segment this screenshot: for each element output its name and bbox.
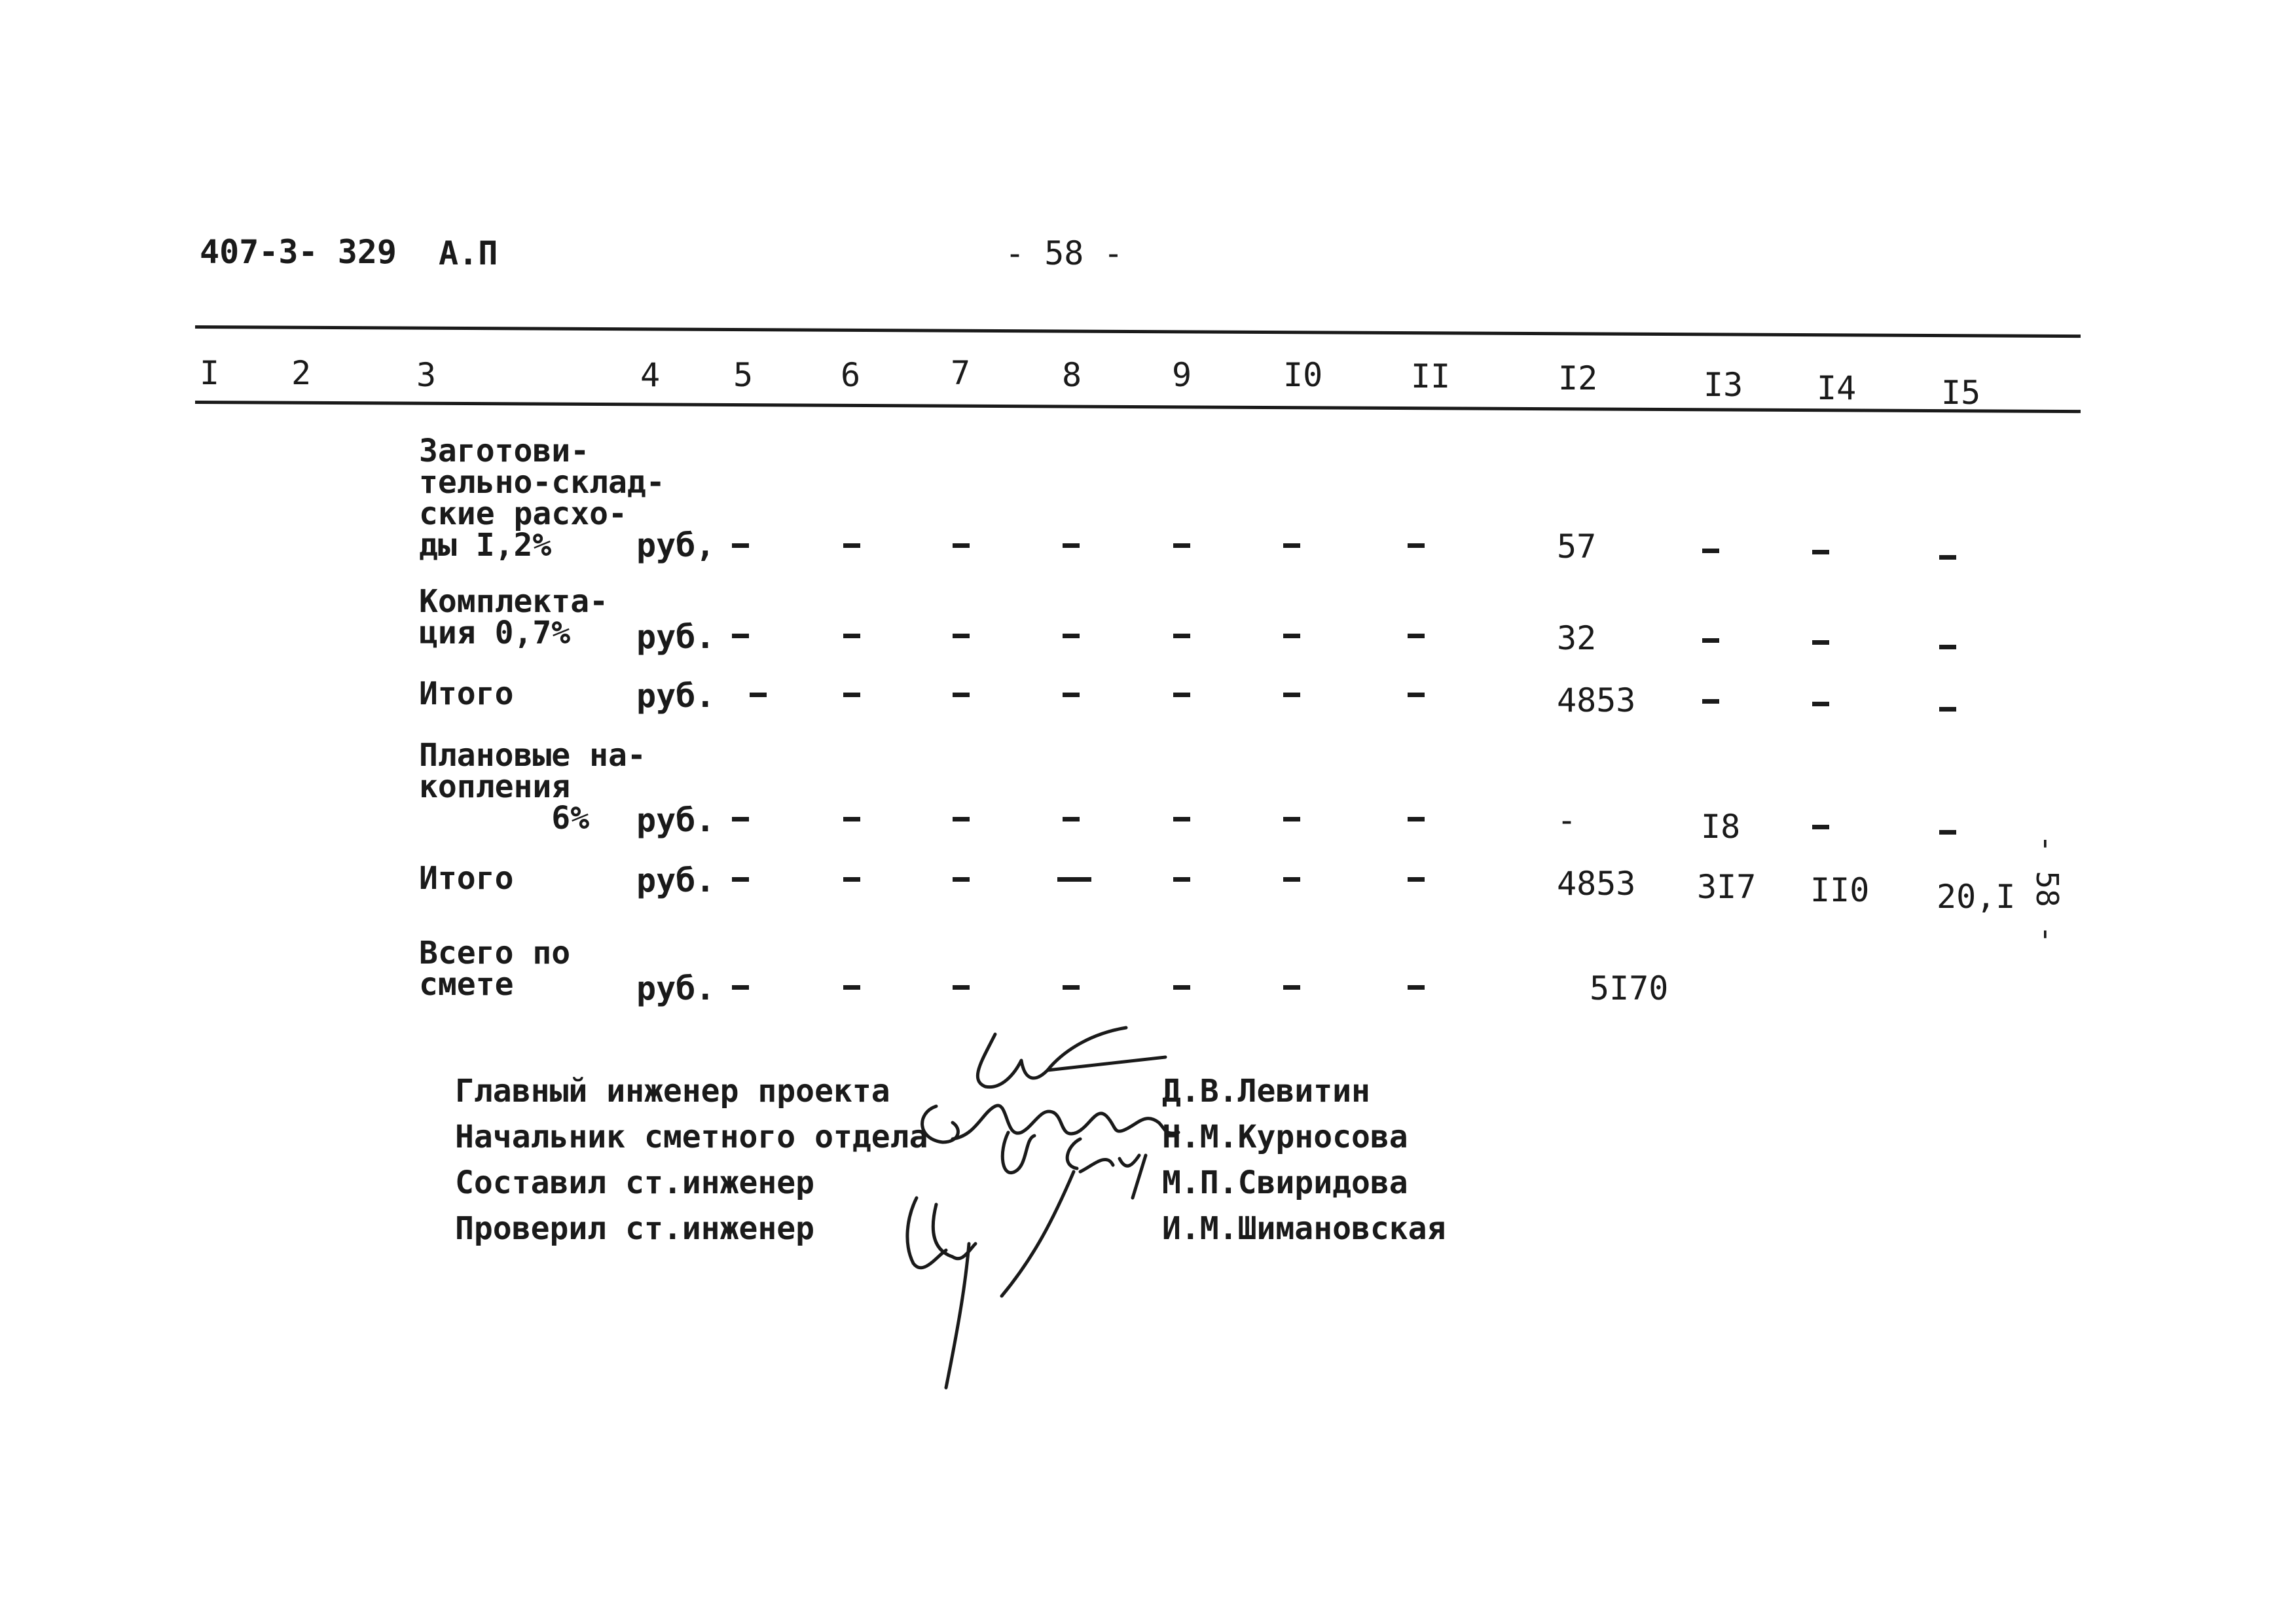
signature-name: Д.В.Левитин: [1162, 1073, 1370, 1110]
empty-cell-dash: [1173, 634, 1190, 638]
empty-cell-dash: [1283, 693, 1300, 697]
column-header: 9: [1172, 356, 1192, 394]
empty-cell-dash: [1408, 985, 1425, 990]
row-unit: руб.: [636, 677, 716, 715]
empty-cell-dash: [1702, 638, 1719, 643]
signature-role: Составил ст.инженер: [455, 1164, 815, 1201]
empty-cell-dash: [1173, 693, 1190, 697]
empty-cell-dash: [1702, 549, 1719, 553]
row-label: Всего по смете: [419, 935, 571, 1003]
cell-col12: 4853: [1557, 681, 1636, 719]
empty-cell-dash: [1939, 707, 1956, 712]
empty-cell-dash: [1173, 543, 1190, 548]
empty-cell-dash: [843, 634, 860, 638]
row-label: Комплекта- ция 0,7%: [419, 583, 608, 651]
column-header: 8: [1062, 356, 1082, 394]
document-code: 407-3- 329: [200, 233, 397, 271]
empty-cell-dash: [1283, 877, 1300, 882]
empty-cell-dash: [953, 693, 970, 697]
empty-cell-dash: [843, 985, 860, 990]
empty-cell-dash: [1283, 634, 1300, 638]
empty-cell-dash: [1408, 543, 1425, 548]
empty-cell-dash: [1408, 817, 1425, 821]
empty-cell-dash: [843, 693, 860, 697]
handwritten-signatures: [838, 1008, 1257, 1414]
empty-cell-dash: [843, 877, 860, 882]
column-header: II: [1411, 357, 1451, 395]
table-top-rule: [195, 325, 2081, 338]
row-unit: руб,: [636, 526, 716, 564]
column-header: I4: [1817, 369, 1857, 407]
empty-cell-dash: [732, 817, 749, 821]
column-header: I: [200, 354, 220, 392]
empty-cell-dash: [1063, 817, 1080, 821]
cell-col13: I8: [1701, 808, 1741, 846]
empty-cell-dash: [1812, 550, 1829, 554]
empty-cell-dash: [1812, 825, 1829, 829]
rotated-page-number: - 58 -: [2030, 835, 2065, 944]
empty-cell-dash: [1939, 645, 1956, 649]
row-label: Плановые на- копления 6%: [419, 737, 646, 837]
empty-cell-dash: [732, 877, 749, 882]
cell-col15: 20,I: [1937, 878, 2016, 916]
cell-col12: 32: [1557, 619, 1597, 657]
empty-cell-dash: [1173, 877, 1190, 882]
page-number: - 58 -: [1005, 234, 1123, 272]
row-label: Заготови- тельно-склад- ские расхо- ды I,2%: [419, 433, 665, 564]
row-label: Итого: [419, 860, 514, 897]
cell-col12-grand-total: 5I70: [1590, 969, 1669, 1007]
empty-cell-dash: [1812, 702, 1829, 706]
row-label: Итого: [419, 676, 514, 712]
empty-cell-dash: [1057, 877, 1091, 882]
signature-name: Н.М.Курносова: [1162, 1119, 1408, 1155]
empty-cell-dash: [1063, 985, 1080, 990]
signature-role: Начальник сметного отдела: [455, 1119, 928, 1155]
column-header: 7: [951, 354, 971, 392]
column-header: 4: [640, 356, 661, 394]
empty-cell-dash: [953, 817, 970, 821]
empty-cell-dash: [953, 543, 970, 548]
empty-cell-dash: [750, 693, 767, 697]
table-header-bottom-rule: [195, 401, 2081, 413]
cell-col12: -: [1557, 801, 1577, 839]
cell-col12: 4853: [1557, 865, 1636, 903]
column-header: I5: [1941, 374, 1981, 412]
signature-name: И.М.Шимановская: [1162, 1210, 1446, 1247]
column-header: I2: [1558, 359, 1598, 397]
empty-cell-dash: [1063, 693, 1080, 697]
column-header: I0: [1283, 356, 1323, 394]
empty-cell-dash: [1408, 693, 1425, 697]
empty-cell-dash: [1939, 830, 1956, 835]
column-header: 3: [416, 356, 437, 394]
empty-cell-dash: [1283, 817, 1300, 821]
signature-role: Проверил ст.инженер: [455, 1210, 815, 1247]
row-unit: руб.: [636, 861, 716, 899]
cell-col13: 3I7: [1697, 868, 1757, 906]
signature-name: М.П.Свиридова: [1162, 1164, 1408, 1201]
empty-cell-dash: [1283, 543, 1300, 548]
empty-cell-dash: [1812, 640, 1829, 645]
empty-cell-dash: [1408, 634, 1425, 638]
empty-cell-dash: [953, 877, 970, 882]
empty-cell-dash: [843, 543, 860, 548]
empty-cell-dash: [953, 634, 970, 638]
empty-cell-dash: [732, 985, 749, 990]
column-header: 5: [733, 356, 754, 394]
column-header: 2: [291, 354, 312, 392]
cell-col12: 57: [1557, 528, 1597, 566]
empty-cell-dash: [1702, 699, 1719, 704]
empty-cell-dash: [1939, 555, 1956, 560]
empty-cell-dash: [1173, 817, 1190, 821]
row-unit: руб.: [636, 801, 716, 839]
row-unit: руб.: [636, 969, 716, 1007]
column-header: 6: [841, 356, 861, 394]
empty-cell-dash: [1063, 634, 1080, 638]
cell-col14: II0: [1810, 871, 1870, 909]
empty-cell-dash: [843, 817, 860, 821]
empty-cell-dash: [953, 985, 970, 990]
album-label: А.П: [439, 234, 498, 272]
empty-cell-dash: [1408, 877, 1425, 882]
empty-cell-dash: [1063, 543, 1080, 548]
empty-cell-dash: [732, 543, 749, 548]
signature-role: Главный инженер проекта: [455, 1073, 890, 1110]
row-unit: руб.: [636, 618, 716, 656]
empty-cell-dash: [1173, 985, 1190, 990]
empty-cell-dash: [732, 634, 749, 638]
column-header: I3: [1704, 366, 1743, 404]
empty-cell-dash: [1283, 985, 1300, 990]
